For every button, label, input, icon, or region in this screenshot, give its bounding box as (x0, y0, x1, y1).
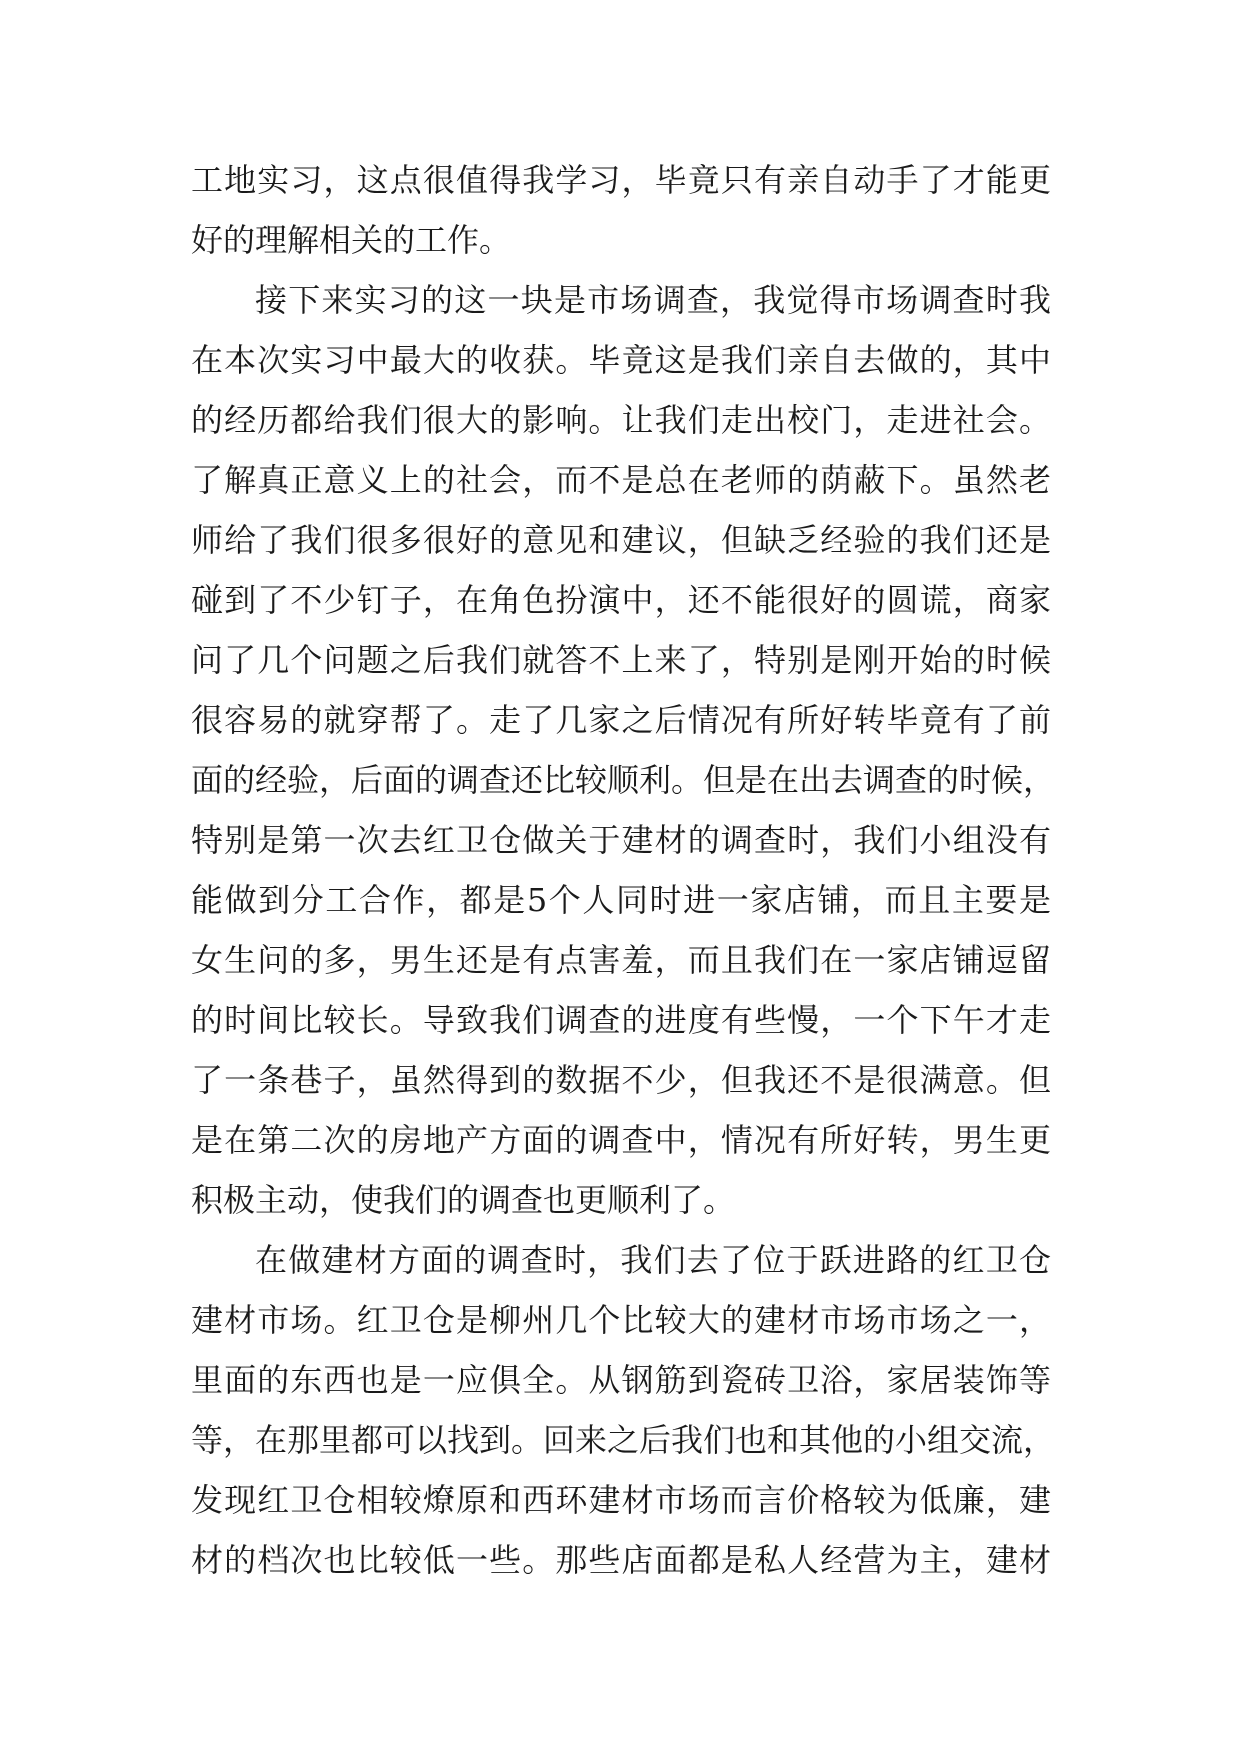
text-line: 好的理解相关的工作。 (191, 221, 512, 259)
text-line: 问了几个问题之后我们就答不上来了，特别是刚开始的时候 (191, 641, 1051, 679)
text-line: 发现红卫仓相较燎原和西环建材市场而言价格较为低廉，建 (191, 1481, 1051, 1519)
paragraph (191, 270, 1056, 1230)
paragraph (191, 1230, 1056, 1590)
text-line: 在做建材方面的调查时，我们去了位于跃进路的红卫仓 (255, 1241, 1051, 1279)
text-line: 工地实习，这点很值得我学习，毕竟只有亲自动手了才能更 (191, 161, 1051, 199)
text-line: 了解真正意义上的社会，而不是总在老师的荫蔽下。虽然老 (191, 461, 1051, 499)
text-line: 能做到分工合作，都是5个人同时进一家店铺，而且主要是 (191, 881, 1051, 919)
text-line: 接下来实习的这一块是市场调查，我觉得市场调查时我 (255, 281, 1051, 319)
text-line: 材的档次也比较低一些。那些店面都是私人经营为主，建材 (191, 1541, 1051, 1579)
text-line: 里面的东西也是一应俱全。从钢筋到瓷砖卫浴，家居装饰等 (191, 1361, 1051, 1399)
text-line: 的经历都给我们很大的影响。让我们走出校门，走进社会。 (191, 401, 1051, 439)
text-line: 是在第二次的房地产方面的调查中，情况有所好转，男生更 (191, 1121, 1051, 1159)
text-line: 的时间比较长。导致我们调查的进度有些慢，一个下午才走 (191, 1001, 1051, 1039)
text-line: 积极主动，使我们的调查也更顺利了。 (191, 1181, 736, 1219)
text-line: 在本次实习中最大的收获。毕竟这是我们亲自去做的，其中 (191, 341, 1051, 379)
text-line: 建材市场。红卫仓是柳州几个比较大的建材市场市场之一， (191, 1301, 1051, 1339)
text-line: 碰到了不少钉子，在角色扮演中，还不能很好的圆谎，商家 (191, 581, 1051, 619)
paragraph (191, 150, 1051, 270)
text-line: 师给了我们很多很好的意见和建议，但缺乏经验的我们还是 (191, 521, 1051, 559)
text-line: 面的经验，后面的调查还比较顺利。但是在出去调查的时候， (191, 761, 1056, 799)
document-body (191, 150, 1056, 1590)
text-line: 女生问的多，男生还是有点害羞，而且我们在一家店铺逗留 (191, 941, 1051, 979)
text-line: 等，在那里都可以找到。回来之后我们也和其他的小组交流， (191, 1421, 1056, 1459)
text-line: 很容易的就穿帮了。走了几家之后情况有所好转毕竟有了前 (191, 701, 1051, 739)
text-line: 特别是第一次去红卫仓做关于建材的调查时，我们小组没有 (191, 821, 1051, 859)
text-line: 了一条巷子，虽然得到的数据不少，但我还不是很满意。但 (191, 1061, 1051, 1099)
